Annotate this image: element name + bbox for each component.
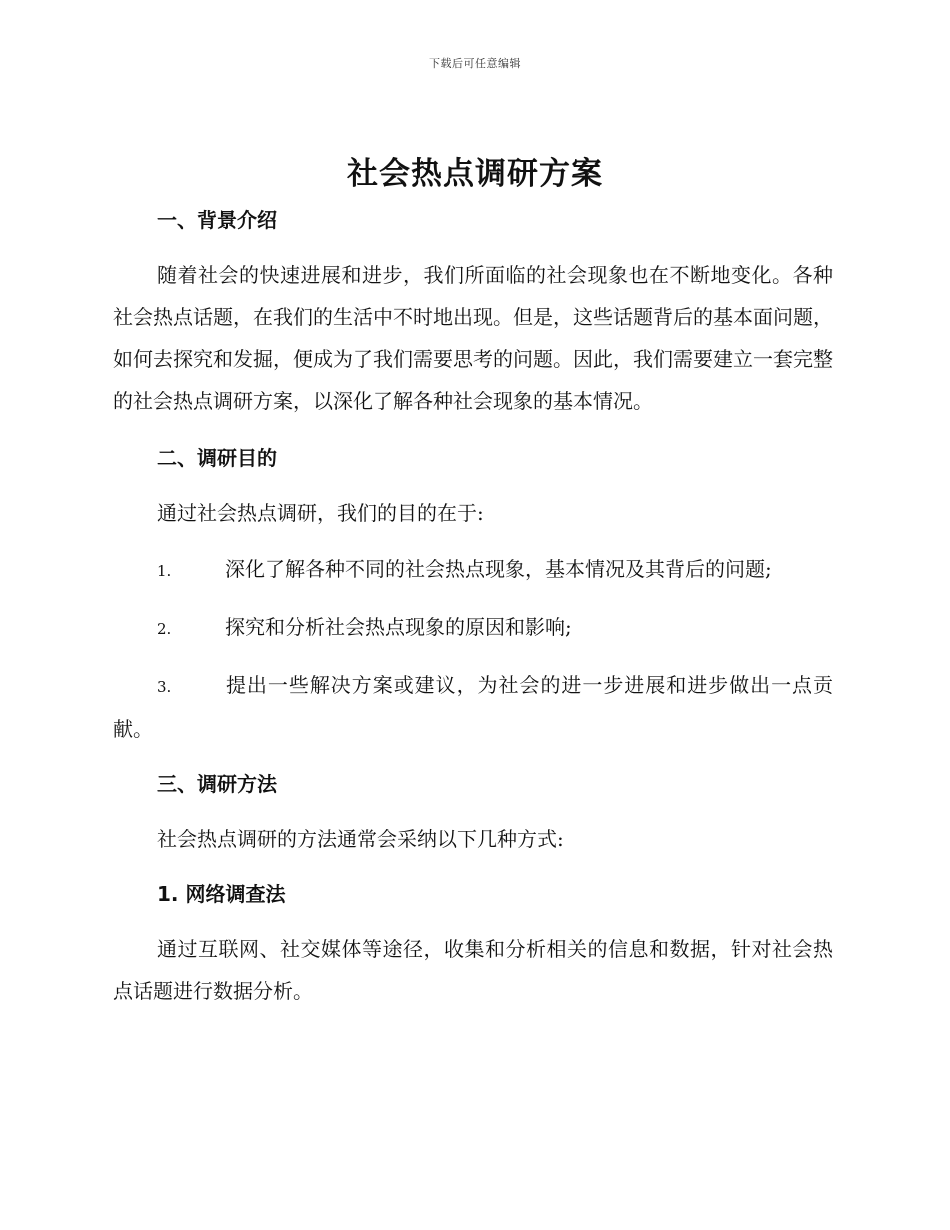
list-number: 1.	[157, 562, 172, 580]
method-subheading-online-survey: 1. 网络调查法	[157, 882, 286, 906]
header-note: 下载后可任意编辑	[429, 57, 521, 70]
section-heading-purpose: 二、调研目的	[157, 446, 277, 470]
document-title: 社会热点调研方案	[347, 156, 603, 192]
purpose-item-1	[113, 548, 833, 592]
list-item-text: 提出一些解决方案或建议，为社会的进一步进展和进步做出一点贡献。	[113, 673, 833, 741]
list-number: 2.	[157, 620, 172, 638]
document-body	[113, 200, 833, 1012]
list-item-text: 深化了解各种不同的社会热点现象，基本情况及其背后的问题;	[225, 557, 772, 581]
section-heading-background: 一、背景介绍	[157, 208, 277, 232]
background-paragraph: 随着社会的快速进展和进步，我们所面临的社会现象也在不断地变化。各种社会热点话题，在我们的生活中不时地出现。但是，这些话题背后的基本面问题，如何去探究和发掘，便成为了我们需要思考的问题。因此，我们需要建立一套完整的社会热点调研方案，以深化了解各种社会现象的基本情况。	[113, 263, 833, 413]
purpose-item-3	[113, 664, 833, 750]
section-heading-methods: 三、调研方法	[157, 772, 277, 796]
list-number: 3.	[157, 678, 172, 696]
purpose-item-2	[113, 606, 833, 650]
purpose-intro: 通过社会热点调研，我们的目的在于:	[157, 501, 484, 525]
list-item-text: 探究和分析社会热点现象的原因和影响;	[225, 615, 572, 639]
methods-intro: 社会热点调研的方法通常会采纳以下几种方式:	[157, 827, 564, 851]
online-survey-paragraph: 通过互联网、社交媒体等途径，收集和分析相关的信息和数据，针对社会热点话题进行数据分析。	[113, 937, 833, 1003]
